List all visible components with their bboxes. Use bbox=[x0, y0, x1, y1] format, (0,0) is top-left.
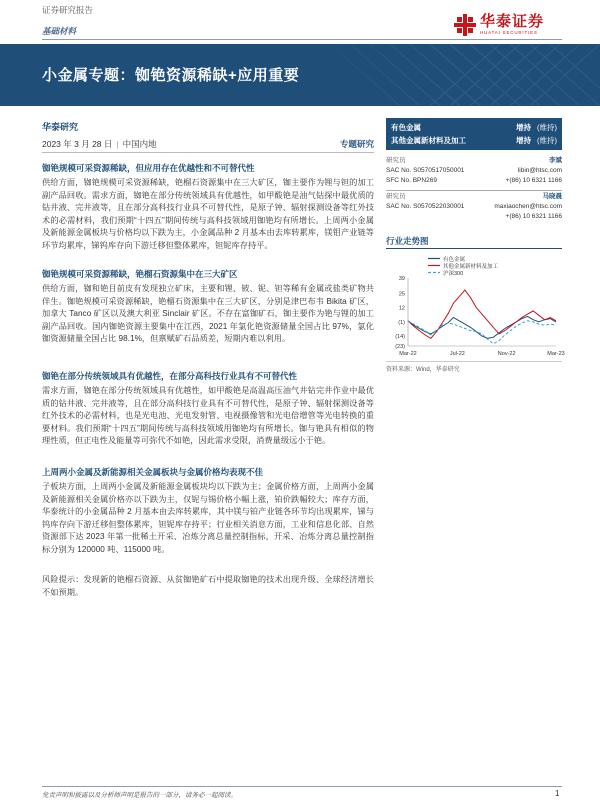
footer-disclaimer: 免责声明和披露以及分析师声明是报告的一部分，请务必一起阅读。 bbox=[42, 792, 237, 799]
analyst-sfc: SFC No. BPN269 bbox=[386, 177, 437, 184]
title-banner bbox=[0, 44, 600, 106]
legend-label: 有色金属 bbox=[443, 257, 466, 263]
rating-value: 增持 bbox=[516, 136, 531, 145]
report-category: 专题研究 bbox=[339, 139, 374, 149]
analyst-divider bbox=[386, 190, 562, 191]
rating-box bbox=[386, 118, 562, 150]
section-body: 子板块方面，上周两小金属及新能源金属板块均以下跌为主；金属价格方面，上周两小金属及新能源相关金属价格亦以下跌为主，仅铌与锡价格小幅上涨，铂价跌幅较大；库存方面，华泰统计的小金属品种 2 月基本由去库转累库，其中镁与铂产业链各环节均出现累库，锑与钨库存向下游迁移但整体累库，钽铌库存持平；行业相关消息方面，工业和信息化部、自然资源部下达 2023 年第一批稀土开采、冶炼分离总量控制指标，开采、冶炼分离总量控制指标分别为 120000 吨、115000 吨。 bbox=[42, 482, 374, 554]
rating-sector: 有色金属 bbox=[391, 123, 421, 132]
chart-source-divider bbox=[386, 361, 562, 362]
section-3 bbox=[42, 370, 374, 448]
industry-trend-chart bbox=[386, 252, 565, 360]
report-type-label: 证券研究报告 bbox=[42, 5, 94, 15]
y-tick-label: (14) bbox=[395, 334, 405, 341]
trend-chart-title: 行业走势图 bbox=[386, 236, 429, 246]
section-4 bbox=[42, 466, 374, 557]
logo-subtext: HUATAI SECURITIES bbox=[480, 30, 538, 36]
x-tick-label: Nov-22 bbox=[497, 351, 516, 357]
meta-separator: | bbox=[116, 139, 119, 149]
analyst-role: 研究员 bbox=[386, 157, 406, 164]
x-tick-label: Mar-22 bbox=[399, 351, 417, 357]
research-org: 华泰研究 bbox=[42, 122, 79, 132]
report-region: 中国内地 bbox=[122, 139, 157, 149]
logo-mark-icon bbox=[454, 14, 476, 36]
analyst-2 bbox=[386, 192, 562, 222]
y-tick-label: 25 bbox=[398, 291, 405, 298]
analyst-email[interactable]: maxiaochen@htsc.com bbox=[494, 203, 562, 210]
header-divider bbox=[42, 39, 562, 40]
x-tick-label: Jul-22 bbox=[449, 351, 465, 357]
legend-label: 其他金属新材料及加工 bbox=[443, 264, 499, 270]
rating-value: 增持 bbox=[516, 123, 531, 132]
y-tick-label: (23) bbox=[395, 344, 405, 350]
section-heading: 铷铯规模可采资源稀缺，但应用存在优越性和不可替代性 bbox=[42, 163, 255, 173]
series-line bbox=[408, 290, 556, 338]
section-2 bbox=[42, 268, 374, 346]
chart-source: 资料来源：Wind，华泰研究 bbox=[386, 367, 460, 373]
analyst-phone: +(86) 10 6321 1166 bbox=[505, 213, 562, 220]
trend-divider bbox=[386, 248, 562, 249]
rating-sector: 其他金属新材料及加工 bbox=[391, 136, 466, 145]
company-logo bbox=[454, 14, 544, 36]
meta-divider bbox=[42, 152, 374, 153]
risk-warning-text: 风险提示：发现新的铯榴石资源、从贫铷铯矿石中提取铷铯的技术出现升级、全球经济增长不如预期。 bbox=[42, 575, 374, 597]
rating-note: (维持) bbox=[537, 136, 557, 145]
logo-text: 华泰证券 bbox=[480, 13, 545, 31]
analyst-1 bbox=[386, 156, 562, 186]
legend-label: 沪深300 bbox=[443, 271, 464, 277]
y-tick-label: 12 bbox=[398, 305, 405, 312]
section-heading: 铷铯规模可采资源稀缺，铯榴石资源集中在三大矿区 bbox=[42, 269, 238, 279]
rating-note: (维持) bbox=[537, 123, 557, 132]
analyst-sac: SAC No. S0570517050001 bbox=[386, 167, 465, 174]
x-tick-label: Mar-23 bbox=[547, 351, 565, 357]
analyst-name: 李斌 bbox=[549, 157, 562, 164]
analyst-sac: SAC No. S0570522030001 bbox=[386, 203, 465, 210]
series-line bbox=[408, 321, 556, 344]
report-title: 小金属专题：铷铯资源稀缺+应用重要 bbox=[42, 67, 300, 84]
section-body: 需求方面，铷铯在部分传统领域具有优越性，如甲酸铯是高温高压油气井钻完井作业中最优质的钻井液、完井液等，且在部分高科技行业具有不可替代性，是原子钟、辐射探测设备等红外技术的必需材料，也是光电池、光电发射管、电视摄像管和光电倍增管等光电转换的重要材料。我们预期“十四五”期间传统与高科技领域用铷铯均有所增长。铷与铯具有相似的物理性质，但正电性及能量等可弥代不如铯，因此需求受限，消费量级远小于铯。 bbox=[42, 386, 374, 446]
section-1 bbox=[42, 162, 374, 253]
report-date: 2023 年 3 月 28 日 bbox=[42, 139, 113, 149]
analyst-name: 马晓晨 bbox=[542, 193, 562, 200]
section-heading: 铷铯在部分传统领域具有优越性，在部分高科技行业具有不可替代性 bbox=[42, 371, 298, 381]
rating-row bbox=[391, 134, 557, 147]
section-body: 供给方面，铷和铯目前皮有发现独立矿床，主要和锂、铍、铌、钽等稀有金属或盐类矿物共伴生。铷铯规模可采资源稀缺，铯榴石资源集中在三大矿区，分别是津巴布韦 Bikita 矿区，加拿大 Tanco 矿区以及澳大利亚 Sinclair 矿区。不存在富铷矿石，铷主要作为铯与锂的加工副产品回收。国内铷铯资源主要集中在江西，2021 年氯化铯资源储量全国占比 97%，氯化铷资源储量全国占比 98.1%，但禀赋矿石品质差，短期内难以利用。 bbox=[42, 284, 374, 344]
analyst-role: 研究员 bbox=[386, 193, 406, 200]
meta-row bbox=[42, 138, 374, 150]
footer-divider bbox=[42, 786, 562, 787]
rating-row bbox=[391, 121, 557, 134]
analyst-phone: +(86) 10 6321 1166 bbox=[505, 177, 562, 184]
analyst-email[interactable]: libin@htsc.com bbox=[517, 167, 562, 174]
y-tick-label: (1) bbox=[398, 319, 405, 326]
section-heading: 上周两小金属及新能源相关金属板块与金属价格均表现不佳 bbox=[42, 467, 264, 477]
sector-label: 基础材料 bbox=[42, 26, 77, 36]
section-body: 供给方面，铷铯规模可采资源稀缺，铯榴石资源集中在三大矿区，铷主要作为锂与钽的加工副产品回收。需求方面，铷铯在部分传统领域具有优越性，如甲酸铯是油气钻探中最优质的钻井液、完井液等，且在部分高科技行业具不可替代性，是原子钟、辐射探测设备等红外技术的必需材料，我们预期“十四五”期间传统与高科技领域用铷铯均有所增长。上周两小金属及新能源金属板块与价格均以下跌为主，小金属品种 2 月基本由去库转累库，镁钼产业链等环节均累库，锑钨库存向下游迁移但整体累库，钽铌库存持平。 bbox=[42, 178, 374, 250]
page-number: 1 bbox=[555, 789, 560, 798]
risk-note bbox=[42, 574, 374, 599]
y-tick-label: 39 bbox=[398, 276, 405, 282]
